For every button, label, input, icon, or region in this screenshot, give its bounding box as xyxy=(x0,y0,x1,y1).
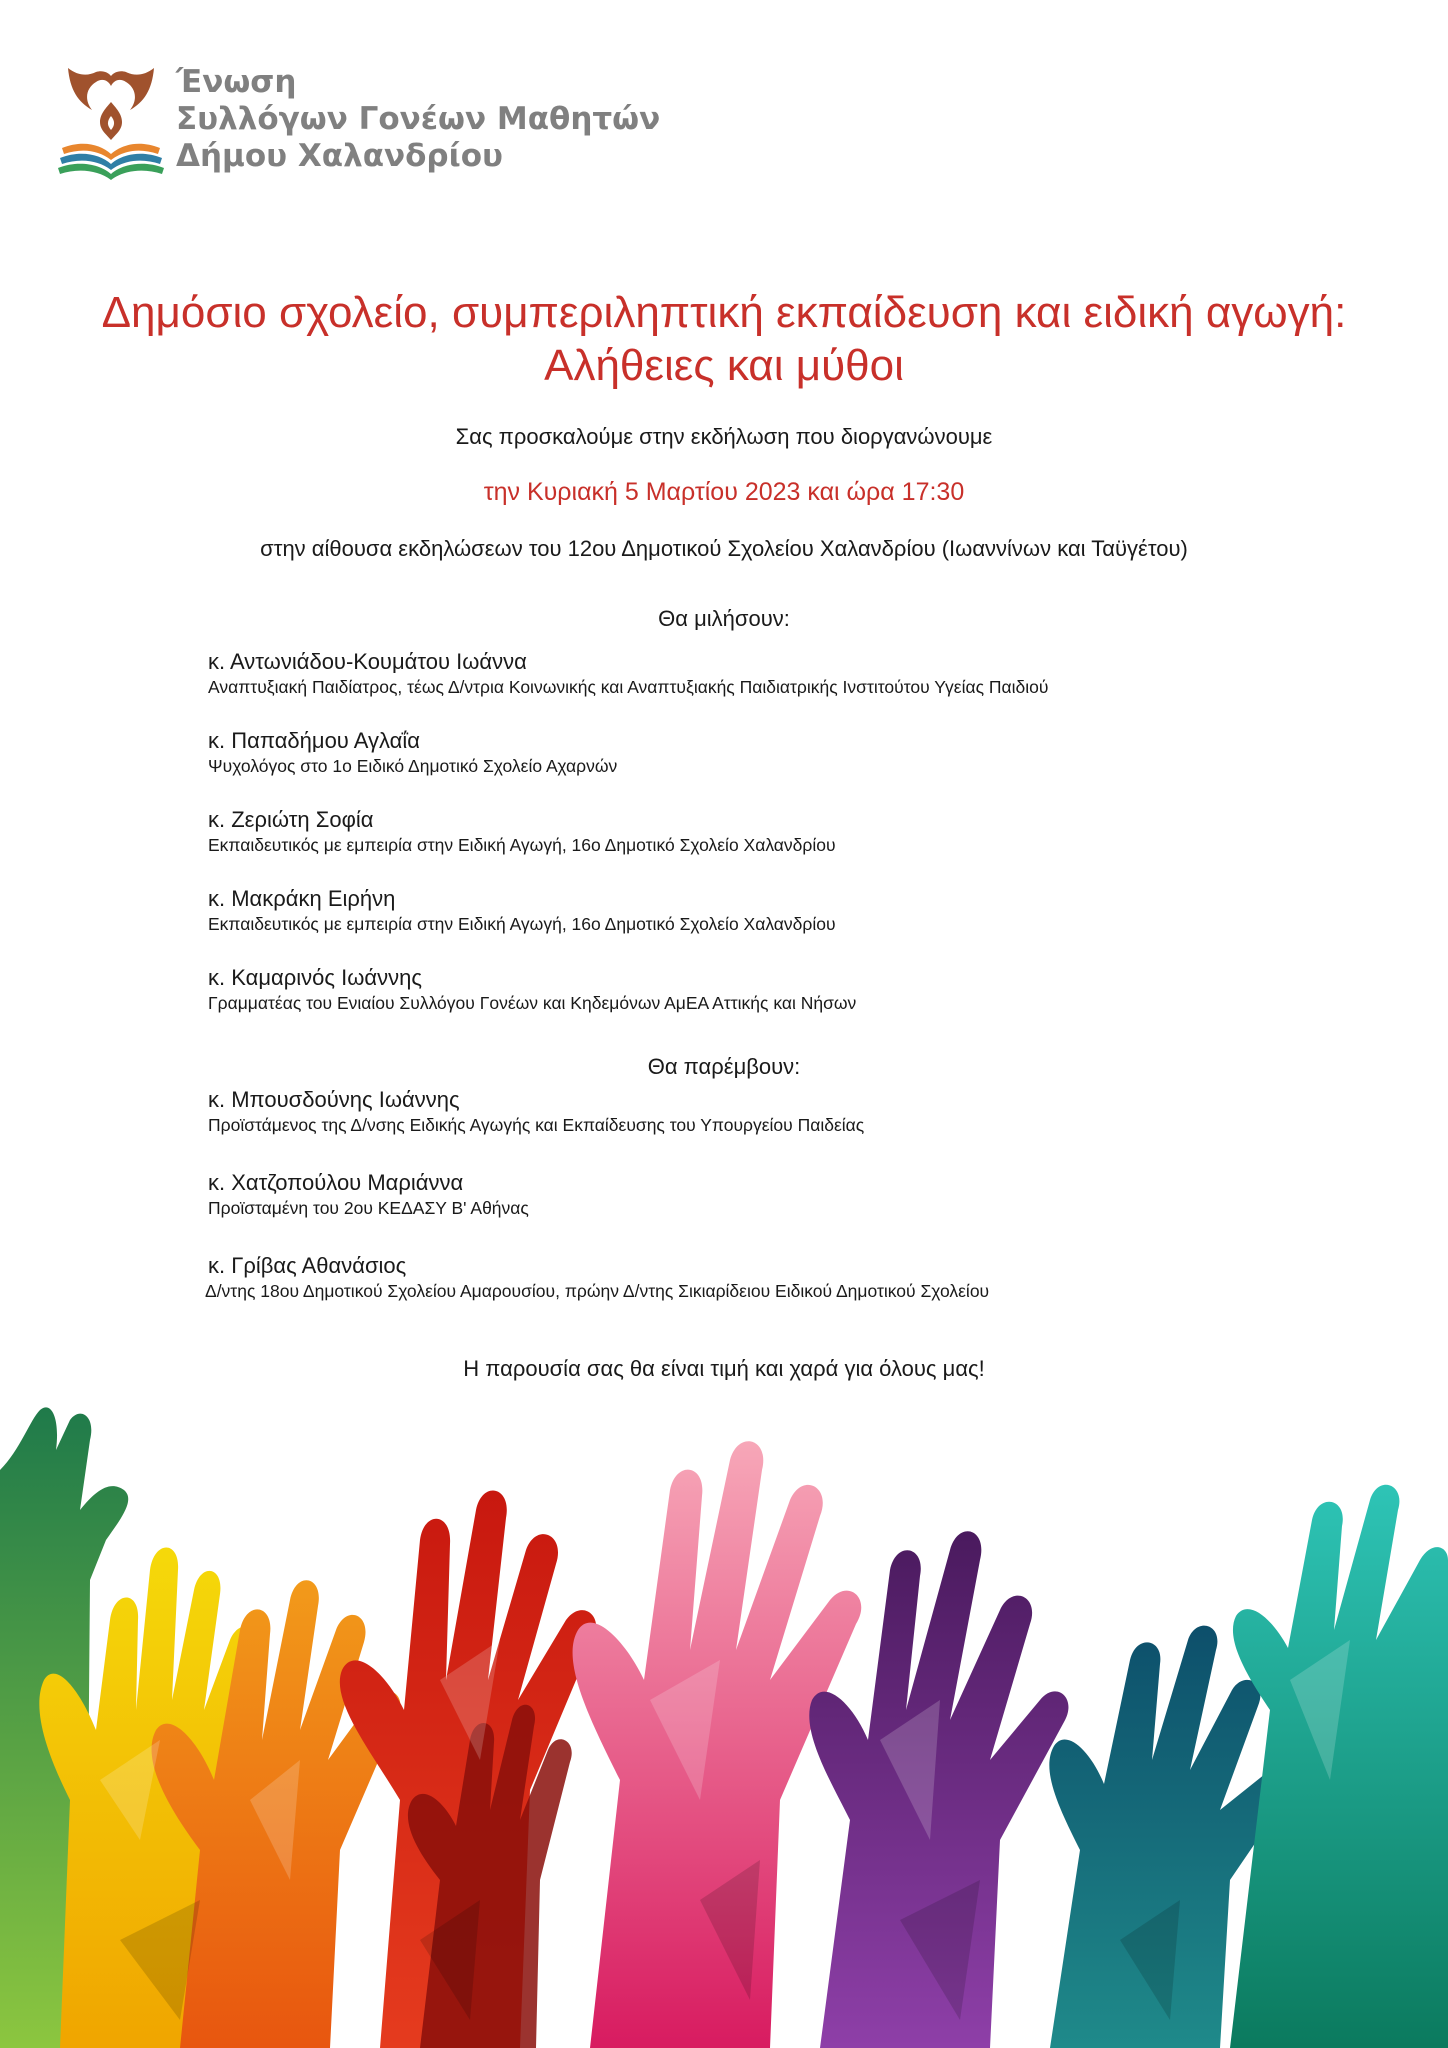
participant-name: κ. Μπουσδούνης Ιωάννης xyxy=(208,1087,460,1112)
organization-name xyxy=(176,64,660,175)
org-line: Ένωση xyxy=(176,64,297,100)
speaker-name: κ. Μακράκη Ειρήνη xyxy=(208,886,396,911)
title-line: Αλήθειες και μύθοι xyxy=(544,341,904,390)
participant-item xyxy=(205,1252,1388,1312)
participant-item xyxy=(208,1169,1388,1252)
speaker-name: κ. Καμαρινός Ιωάννης xyxy=(208,965,422,990)
association-logo-icon xyxy=(56,62,166,182)
speaker-role: Αναπτυξιακή Παιδίατρος, τέως Δ/ντρια Κοινωνικής και Αναπτυξιακής Παιδιατρικής Ινστιτούτου Υγείας Παιδιού xyxy=(208,677,1049,697)
speaker-item xyxy=(208,806,1388,885)
speaker-name: κ. Ζεριώτη Σοφία xyxy=(208,807,374,832)
event-date: την Κυριακή 5 Μαρτίου 2023 και ώρα 17:30 xyxy=(483,478,965,506)
invitation-text: Σας προσκαλούμε στην εκδήλωση που διοργανώνουμε xyxy=(455,424,993,449)
speakers-list xyxy=(208,648,1388,1024)
event-venue: στην αίθουσα εκδηλώσεων του 12ου Δημοτικού Σχολείου Χαλανδρίου (Ιωαννίνων και Ταϋγέτου) xyxy=(260,536,1188,561)
speaker-item xyxy=(208,964,1388,1024)
speaker-role: Εκπαιδευτικός με εμπειρία στην Ειδική Αγωγή, 16ο Δημοτικό Σχολείο Χαλανδρίου xyxy=(208,835,836,855)
speaker-name: κ. Αντωνιάδου-Κουμάτου Ιωάννα xyxy=(208,649,527,674)
speaker-role: Γραμματέας του Ενιαίου Συλλόγου Γονέων και Κηδεμόνων ΑμΕΑ Αττικής και Νήσων xyxy=(208,993,857,1013)
speaker-role: Εκπαιδευτικός με εμπειρία στην Ειδική Αγωγή, 16ο Δημοτικό Σχολείο Χαλανδρίου xyxy=(208,914,836,934)
closing-message: Η παρουσία σας θα είναι τιμή και χαρά για όλους μας! xyxy=(463,1356,985,1381)
speaker-name: κ. Παπαδήμου Αγλαΐα xyxy=(208,728,421,753)
participant-role: Προϊσταμένη του 2ου ΚΕΔΑΣΥ Β' Αθήνας xyxy=(208,1198,529,1218)
participant-name: κ. Χατζοπούλου Μαριάννα xyxy=(208,1170,464,1195)
event-title xyxy=(0,286,1448,392)
speaker-role: Ψυχολόγος στο 1ο Ειδικό Δημοτικό Σχολείο Αχαρνών xyxy=(208,756,618,776)
speaker-item xyxy=(208,648,1388,727)
org-line: Συλλόγων Γονέων Μαθητών xyxy=(176,101,661,137)
participant-role: Προϊστάμενος της Δ/νσης Ειδικής Αγωγής και Εκπαίδευσης του Υπουργείου Παιδείας xyxy=(208,1115,865,1135)
participant-name: κ. Γρίβας Αθανάσιος xyxy=(208,1253,407,1278)
speakers-heading: Θα μιλήσουν: xyxy=(658,606,790,631)
participants-list xyxy=(205,1086,1388,1312)
participants-heading: Θα παρέμβουν: xyxy=(647,1054,801,1079)
participant-role: Δ/ντης 18ου Δημοτικού Σχολείου Αμαρουσίου, πρώην Δ/ντης Σικιαρίδειου Ειδικού Δημοτικού Σχολείου xyxy=(205,1281,990,1301)
speaker-item xyxy=(208,885,1388,964)
title-line: Δημόσιο σχολείο, συμπεριληπτική εκπαίδευση και ειδική αγωγή: xyxy=(101,288,1347,337)
raised-hands-illustration xyxy=(0,1380,1448,2048)
participant-item xyxy=(208,1086,1388,1169)
org-line: Δήμου Χαλανδρίου xyxy=(176,138,503,174)
speaker-item xyxy=(208,727,1388,806)
